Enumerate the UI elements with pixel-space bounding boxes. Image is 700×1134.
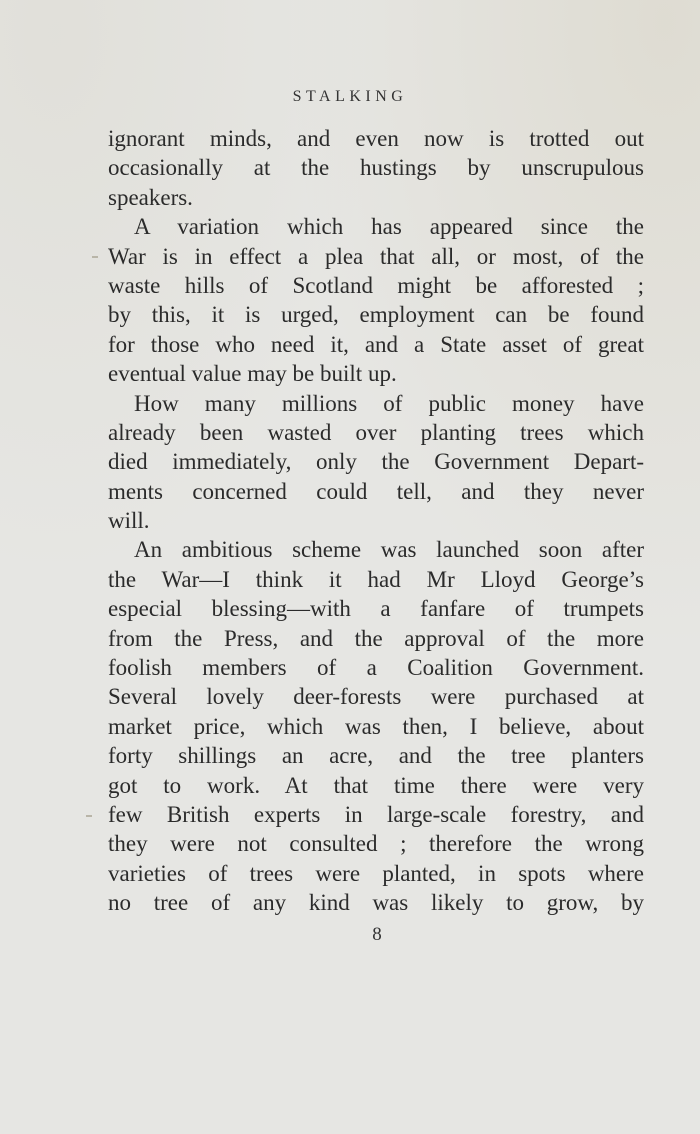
text-line: War is in effect a plea that all, or most, of the bbox=[108, 243, 644, 269]
text-line: from the Press, and the approval of the more bbox=[108, 625, 644, 651]
text-line: no tree of any kind was likely to grow, by bbox=[108, 890, 644, 916]
text-line: the War—I think it had Mr Lloyd George’s bbox=[108, 566, 644, 592]
text-line: already been wasted over planting trees which bbox=[108, 419, 644, 445]
text-line: died immediately, only the Government Depart- bbox=[108, 449, 644, 475]
text-line: Several lovely deer-forests were purchased at bbox=[108, 684, 644, 710]
text-line: few British experts in large-scale forestry, and bbox=[108, 801, 644, 827]
margin-mark bbox=[86, 815, 92, 817]
text-line: foolish members of a Coalition Government. bbox=[108, 655, 644, 681]
text-line: ments concerned could tell, and they never bbox=[108, 478, 644, 504]
text-line: market price, which was then, I believe, about bbox=[108, 713, 644, 739]
text-line: An ambitious scheme was launched soon after bbox=[134, 537, 644, 563]
text-line: waste hills of Scotland might be afforested ; bbox=[108, 272, 644, 298]
body-text bbox=[108, 124, 644, 918]
text-line: for those who need it, and a State asset of great bbox=[108, 331, 644, 357]
text-line: varieties of trees were planted, in spots where bbox=[108, 860, 644, 886]
text-line: they were not consulted ; therefore the wrong bbox=[108, 831, 644, 857]
text-line: How many millions of public money have bbox=[134, 390, 644, 416]
running-head: STALKING bbox=[292, 88, 408, 105]
text-line: by this, it is urged, employment can be found bbox=[108, 302, 644, 328]
margin-mark bbox=[92, 256, 98, 258]
text-line: got to work. At that time there were very bbox=[108, 772, 644, 798]
text-line: occasionally at the hustings by unscrupulous bbox=[108, 155, 644, 181]
text-line: A variation which has appeared since the bbox=[134, 214, 644, 240]
text-line: speakers. bbox=[108, 184, 193, 210]
text-line: ignorant minds, and even now is trotted out bbox=[108, 126, 644, 151]
page-number: 8 bbox=[372, 924, 382, 945]
text-line: especial blessing—with a fanfare of trumpets bbox=[108, 596, 644, 622]
text-line: will. bbox=[108, 508, 150, 534]
text-line: forty shillings an acre, and the tree planters bbox=[108, 743, 644, 769]
text-line: eventual value may be built up. bbox=[108, 361, 397, 387]
